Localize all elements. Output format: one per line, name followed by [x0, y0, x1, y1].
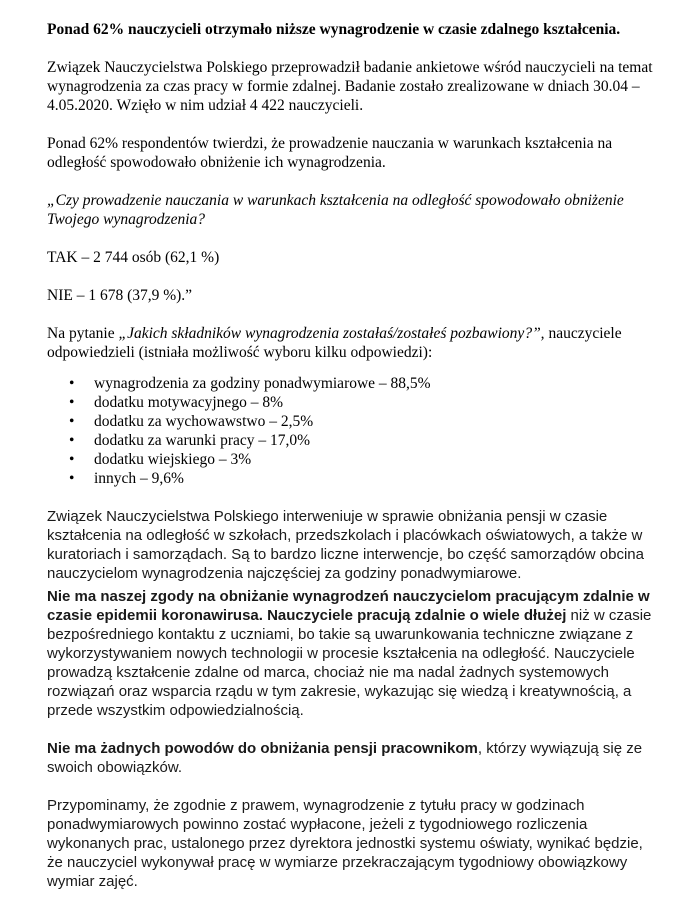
salary-components-list	[47, 374, 655, 488]
no-consent-bold: Nie ma naszej zgody na obniżanie wynagrodzeń nauczycielom pracującym zdalnie w czasie epidemii koronawirusa. Nauczyciele pracują zdalnie o wiele dłużej	[47, 588, 650, 624]
list-item: • dodatku za wychowawstwo – 2,5%	[47, 412, 655, 431]
q2-prefix: Na pytanie	[47, 325, 119, 342]
document-title: Ponad 62% nauczycieli otrzymało niższe wynagrodzenie w czasie zdalnego kształcenia.	[47, 21, 621, 38]
paragraph-no-reason	[47, 739, 655, 777]
paragraph-no-consent	[47, 587, 655, 720]
paragraph-survey-intro: Związek Nauczycielstwa Polskiego przeprowadził badanie ankietowe wśród nauczycieli na temat wynagrodzenia za czas pracy w formie zdalnej. Badanie zostało zrealizowane w dniach 30.04 – 4.05.2020. Wzięło w nim udział 4 422 nauczycieli.	[47, 59, 653, 114]
list-item: • wynagrodzenia za godziny ponadwymiarowe – 88,5%	[47, 374, 655, 393]
answer-no: NIE – 1 678 (37,9 %).”	[47, 287, 193, 304]
paragraph-second-question	[47, 324, 655, 362]
no-consent-rest: niż w czasie bezpośredniego kontaktu z uczniami, bo takie są uwarunkowania techniczne związane z wykorzystywaniem nowych technologii w procesie kształcenia na odległość. Nauczyciele prowadzą kształcenie zdalne od marca, chociaż nie ma nadal żadnych systemowych rozwiązań oraz wsparcia rządu w tym zakresie, wykazując się wiedzą i kreatywnością, a przede wszystkim odpowiedzialnością.	[47, 607, 652, 719]
no-reason-bold: Nie ma żadnych powodów do obniżania pensji pracownikom	[47, 740, 478, 757]
paragraph-survey-result: Ponad 62% respondentów twierdzi, że prowadzenie nauczania w warunkach kształcenia na odległość spowodowało obniżenie ich wynagrodzenia.	[47, 135, 613, 171]
q2-question: „Jakich składników wynagrodzenia zostałaś/zostałeś pozbawiony?”,	[118, 325, 545, 342]
no-reason-rest: , którzy wywiązują się ze swoich obowiązków.	[47, 740, 643, 776]
list-item: • innych – 9,6%	[47, 469, 655, 488]
list-item: • dodatku motywacyjnego – 8%	[47, 393, 655, 412]
list-item: • dodatku za warunki pracy – 17,0%	[47, 431, 655, 450]
paragraph-reminder: Przypominamy, że zgodnie z prawem, wynagrodzenie z tytułu pracy w godzinach ponadwymiarowych powinno zostać wypłacone, jeżeli z tygodniowego rozliczenia wykonanych prac, ustalonego przez dyrektora jednostki systemu oświaty, wynikać będzie, że nauczyciel wykonywał pracę w wymiarze przekraczającym tygodniowy obowiązkowy wymiar zajęć.	[47, 797, 643, 890]
answer-yes: TAK – 2 744 osób (62,1 %)	[47, 249, 220, 266]
q2-suffix: nauczyciele odpowiedzieli (istniała możliwość wyboru kilku odpowiedzi):	[47, 325, 622, 361]
list-item: • dodatku wiejskiego – 3%	[47, 450, 655, 469]
paragraph-interventions: Związek Nauczycielstwa Polskiego interweniuje w sprawie obniżania pensji w czasie kształcenia na odległość w szkołach, przedszkolach i placówkach oświatowych, a także w kuratoriach i samorządach. Są to bardzo liczne interwencje, bo część samorządów obcina nauczycielom wynagrodzenia najczęściej za godziny ponadwymiarowe.	[47, 508, 644, 582]
survey-question: „Czy prowadzenie nauczania w warunkach kształcenia na odległość spowodowało obniżenie Twojego wynagrodzenia?	[47, 192, 624, 228]
